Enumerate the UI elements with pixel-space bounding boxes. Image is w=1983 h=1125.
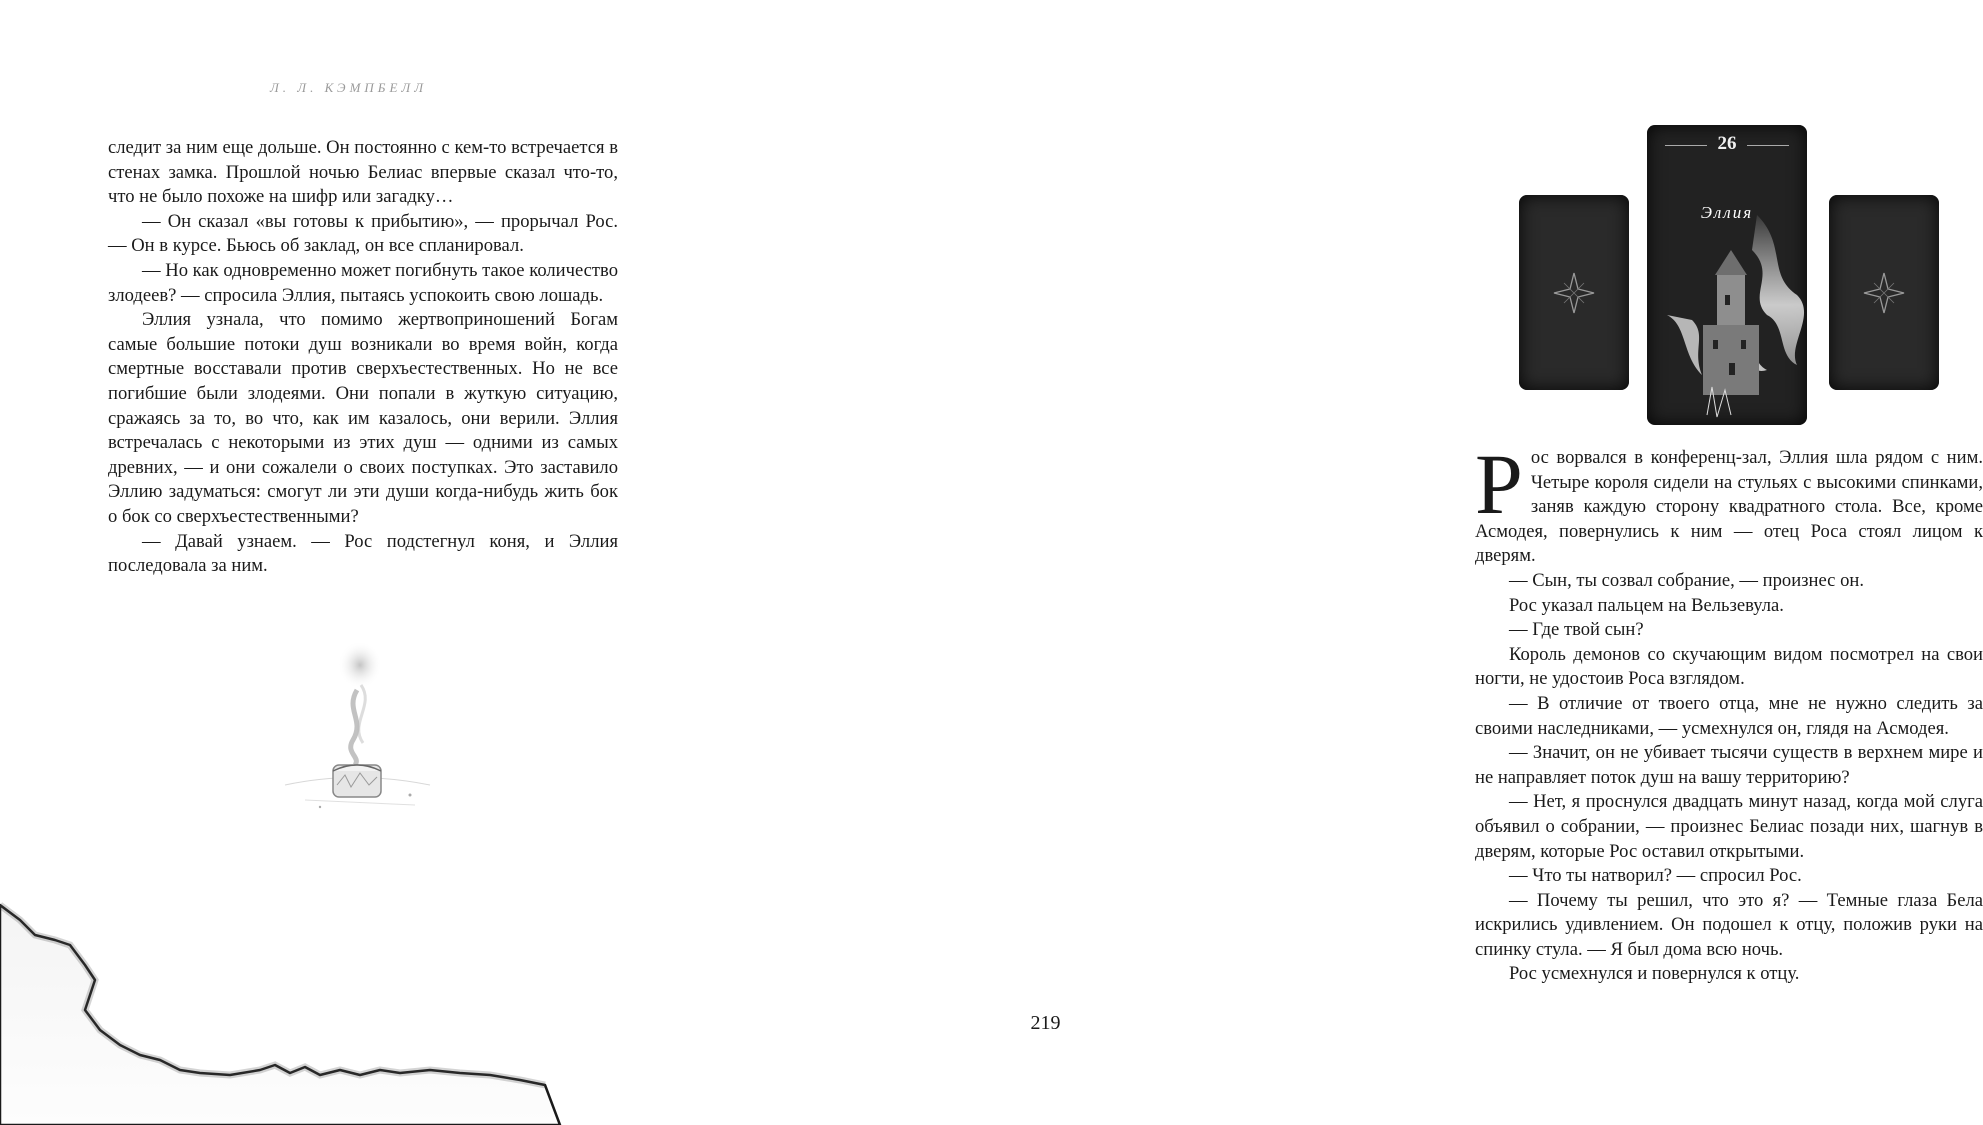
tarot-card-chapter (1647, 125, 1807, 425)
first-paragraph-text: ос ворвался в конференц-зал, Эллия шла рядом с ним. Четыре короля сидели на стульях с высокими спинками, заняв каждую сторону квадратного стола. Все, кроме Асмодея, повернулись к ним — отец Роса стоял лицом к дверям. (1475, 447, 1983, 567)
paragraph: — Он сказал «вы готовы к прибытию», — прорычал Рос. — Он в курсе. Бьюсь об заклад, он все спланировал. (108, 210, 618, 257)
paragraph: Король демонов со скучающим видом посмотрел на свои ногти, не удостоив Роса взглядом. (1475, 643, 1983, 690)
tarot-card-right (1829, 195, 1939, 390)
burnt-edge-decoration (0, 895, 560, 1125)
drop-cap: Р (1475, 436, 1523, 532)
left-page (0, 0, 697, 1125)
paragraph: — Давай узнаем. — Рос подстегнул коня, и Эллия последовала за ним. (108, 530, 618, 577)
burning-tower-illustration (1647, 125, 1807, 425)
paragraph: — Сын, ты созвал собрание, — произнес он. (1509, 569, 1864, 591)
chapter-title: Эллия (1700, 203, 1754, 222)
paragraph: — В отличие от твоего отца, мне не нужно следить за своими наследниками, — усмехнулся он, глядя на Асмодея. (1475, 692, 1983, 739)
paragraph: — Где твой сын? (1509, 619, 1644, 641)
paragraph (1475, 436, 1983, 569)
chapter-number: 26 (1717, 133, 1737, 154)
right-text-block (1475, 436, 1983, 987)
right-page (697, 0, 1983, 1125)
paragraph: — Что ты натворил? — спросил Рос. (1509, 865, 1802, 887)
tarot-cards (1517, 125, 1937, 425)
paragraph: — Значит, он не убивает тысячи существ в верхнем мире и не направляет поток душ на вашу территорию? (1475, 742, 1983, 788)
compass-star-icon (1862, 271, 1906, 315)
candle-illustration (265, 635, 445, 845)
paragraph: Эллия узнала, что помимо жертвоприношений Богам самые большие потоки душ возникали во время войн, когда смертные восставали против сверхъестественных. Но не все погибшие были злодеями. Они попали в жуткую ситуацию, сражаясь за то, во что, как им казалось, они верили. Эллия встречалась с некоторыми из этих душ — одними из самых древних, — и они сожалели о своих поступках. Это заставило Эллию задуматься: смогут ли эти души когда-нибудь жить бок о бок со сверхъестественными? (108, 309, 618, 527)
tarot-card-left (1519, 195, 1629, 390)
left-text-block (108, 136, 618, 579)
paragraph: — Почему ты решил, что это я? — Темные глаза Бела искрились удивлением. Он подошел к отцу, положив руки на спинку стула. — Я был дома всю ночь. (1475, 889, 1983, 960)
paragraph: Рос усмехнулся и повернулся к отцу. (1509, 963, 1800, 985)
page-number: 219 (1030, 1012, 1061, 1034)
paragraph: Рос указал пальцем на Вельзевула. (1509, 594, 1784, 616)
running-head: Л. Л. КЭМПБЕЛЛ (269, 80, 428, 95)
compass-star-icon (1552, 271, 1596, 315)
paragraph: — Но как одновременно может погибнуть такое количество злодеев? — спросила Эллия, пытаясь успокоить свою лошадь. (108, 259, 618, 306)
paragraph: следит за ним еще дольше. Он постоянно с кем-то встречается в стенах замка. Прошлой ночью Белиас впервые сказал что-то, что не было похоже на шифр или загадку… (108, 137, 618, 208)
paragraph: — Нет, я проснулся двадцать минут назад, когда мой слуга объявил о собрании, — произнес Белиас позади них, шагнув в дверям, которые Рос оставил открытыми. (1475, 791, 1983, 862)
